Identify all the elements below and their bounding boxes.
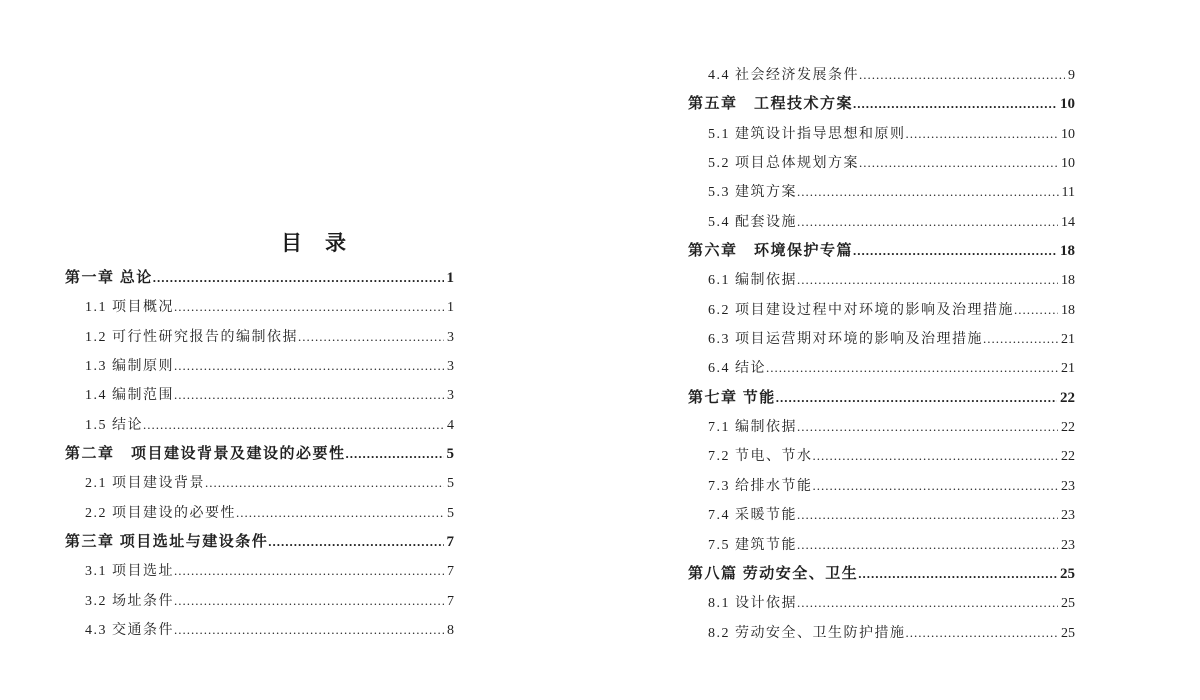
- toc-chapter-entry[interactable]: [65, 439, 454, 468]
- toc-item-entry[interactable]: [65, 468, 454, 497]
- toc-item-entry[interactable]: [688, 148, 1075, 177]
- toc-entry-page-number: 23: [1061, 478, 1075, 494]
- toc-entry-label: 1.5 结论: [85, 417, 143, 433]
- toc-leader-dots: [906, 618, 1059, 648]
- toc-chapter-entry[interactable]: [688, 559, 1075, 588]
- toc-entry-page-number: 10: [1060, 96, 1075, 113]
- toc-item-entry[interactable]: [688, 207, 1075, 236]
- toc-entry-label: 5.4 配套设施: [708, 214, 797, 230]
- toc-entry-label: 5.1 建筑设计指导思想和原则: [708, 126, 906, 142]
- toc-leader-dots: [853, 236, 1057, 266]
- toc-entry-page-number: 1: [446, 270, 454, 286]
- toc-leader-dots: [797, 177, 1059, 207]
- toc-entry-page-number: 4: [447, 417, 454, 433]
- toc-chapter-entry[interactable]: [688, 89, 1075, 118]
- toc-entry-label: 第六章 环境保护专篇: [688, 243, 854, 260]
- toc-entry-label: 第七章 节能: [688, 389, 776, 406]
- toc-entry-page-number: 3: [447, 359, 454, 375]
- toc-leader-dots: [776, 383, 1057, 413]
- toc-entry-label: 7.4 采暖节能: [708, 508, 797, 524]
- toc-entry-page-number: 10: [1061, 156, 1075, 172]
- toc-entry-label: 3.1 项目选址: [85, 564, 174, 580]
- toc-entry-label: 8.2 劳动安全、卫生防护措施: [708, 625, 906, 641]
- toc-leader-dots: [174, 380, 444, 410]
- toc-item-entry[interactable]: [688, 324, 1075, 353]
- toc-entry-page-number: 22: [1060, 389, 1075, 406]
- toc-item-entry[interactable]: [65, 380, 454, 409]
- toc-entry-page-number: 23: [1061, 537, 1075, 553]
- toc-entry-page-number: 9: [1068, 68, 1075, 83]
- toc-entry-page-number: 7: [446, 534, 454, 551]
- toc-entry-page-number: 5: [447, 505, 454, 521]
- toc-entry-page-number: 10: [1061, 126, 1075, 142]
- toc-entry-page-number: 21: [1061, 332, 1075, 348]
- toc-item-entry[interactable]: [688, 588, 1075, 617]
- toc-chapter-entry[interactable]: [688, 383, 1075, 412]
- toc-chapter-entry[interactable]: [65, 263, 454, 292]
- toc-item-entry[interactable]: [65, 586, 454, 615]
- toc-list-left: [65, 263, 454, 644]
- toc-entry-label: 2.2 项目建设的必要性: [85, 505, 236, 521]
- toc-entry-label: 7.5 建筑节能: [708, 537, 797, 553]
- toc-entry-page-number: 1: [447, 300, 454, 316]
- toc-item-entry[interactable]: [688, 500, 1075, 529]
- toc-leader-dots: [797, 207, 1058, 237]
- toc-entry-page-number: 3: [447, 388, 454, 404]
- toc-entry-page-number: 25: [1060, 565, 1075, 582]
- toc-leader-dots: [906, 119, 1059, 149]
- toc-entry-page-number: 8: [447, 623, 454, 639]
- toc-leader-dots: [1014, 295, 1058, 325]
- toc-entry-page-number: 25: [1061, 625, 1075, 641]
- toc-entry-label: 7.2 节电、节水: [708, 449, 813, 465]
- toc-entry-page-number: 22: [1061, 420, 1075, 436]
- toc-entry-page-number: 11: [1061, 185, 1075, 201]
- toc-entry-label: 5.2 项目总体规划方案: [708, 156, 859, 172]
- toc-entry-page-number: 7: [447, 593, 454, 609]
- toc-item-entry[interactable]: [688, 265, 1075, 294]
- toc-entry-label: 6.2 项目建设过程中对环境的影响及治理措施: [708, 302, 1014, 318]
- toc-entry-label: 4.3 交通条件: [85, 623, 174, 639]
- toc-item-entry[interactable]: [688, 295, 1075, 324]
- toc-leader-dots: [143, 410, 444, 440]
- toc-title: 目 录: [281, 231, 347, 255]
- toc-leader-dots: [205, 468, 444, 498]
- toc-entry-page-number: 18: [1061, 273, 1075, 289]
- toc-entry-page-number: 25: [1061, 596, 1075, 612]
- toc-leader-dots: [859, 60, 1065, 90]
- toc-entry-label: 第三章 项目选址与建设条件: [65, 534, 269, 551]
- toc-leader-dots: [813, 441, 1059, 471]
- toc-leader-dots: [859, 148, 1058, 178]
- toc-item-entry[interactable]: [688, 60, 1075, 89]
- toc-entry-label: 2.1 项目建设背景: [85, 476, 205, 492]
- toc-item-entry[interactable]: [65, 322, 454, 351]
- toc-leader-dots: [983, 324, 1058, 354]
- toc-leader-dots: [298, 322, 444, 352]
- toc-entry-label: 3.2 场址条件: [85, 593, 174, 609]
- toc-leader-dots: [268, 527, 443, 557]
- toc-item-entry[interactable]: [688, 412, 1075, 441]
- toc-entry-label: 第八篇 劳动安全、卫生: [688, 565, 859, 582]
- toc-entry-label: 1.2 可行性研究报告的编制依据: [85, 329, 298, 345]
- toc-chapter-entry[interactable]: [688, 236, 1075, 265]
- toc-leader-dots: [236, 498, 444, 528]
- toc-entry-page-number: 7: [447, 564, 454, 580]
- toc-entry-page-number: 21: [1061, 361, 1075, 377]
- toc-entry-label: 1.4 编制范围: [85, 388, 174, 404]
- toc-leader-dots: [797, 588, 1058, 618]
- toc-leader-dots: [174, 351, 444, 381]
- toc-leader-dots: [174, 615, 444, 645]
- toc-entry-label: 第二章 项目建设背景及建设的必要性: [65, 446, 346, 463]
- toc-entry-page-number: 18: [1060, 243, 1075, 260]
- toc-leader-dots: [346, 439, 444, 469]
- toc-leader-dots: [797, 412, 1058, 442]
- toc-leader-dots: [174, 586, 444, 616]
- toc-item-entry[interactable]: [688, 353, 1075, 382]
- toc-chapter-entry[interactable]: [65, 527, 454, 556]
- toc-entry-label: 1.1 项目概况: [85, 300, 174, 316]
- toc-entry-page-number: 5: [447, 476, 454, 492]
- toc-entry-page-number: 5: [446, 446, 454, 463]
- toc-list-right: [688, 60, 1075, 647]
- toc-leader-dots: [174, 292, 444, 322]
- toc-leader-dots: [766, 353, 1058, 383]
- toc-entry-page-number: 23: [1061, 508, 1075, 524]
- toc-item-entry[interactable]: [688, 441, 1075, 470]
- toc-item-entry[interactable]: [688, 530, 1075, 559]
- toc-entry-label: 6.4 结论: [708, 361, 766, 377]
- toc-item-entry[interactable]: [65, 410, 454, 439]
- toc-item-entry[interactable]: [65, 351, 454, 380]
- toc-item-entry[interactable]: [65, 292, 454, 321]
- toc-entry-page-number: 14: [1061, 214, 1075, 230]
- toc-item-entry[interactable]: [65, 615, 454, 644]
- toc-leader-dots: [174, 556, 444, 586]
- toc-entry-page-number: 18: [1061, 302, 1075, 318]
- toc-entry-label: 第五章 工程技术方案: [688, 96, 854, 113]
- toc-item-entry[interactable]: [688, 618, 1075, 647]
- toc-leader-dots: [797, 500, 1058, 530]
- toc-item-entry[interactable]: [688, 471, 1075, 500]
- toc-entry-label: 4.4 社会经济发展条件: [708, 68, 859, 83]
- toc-leader-dots: [813, 471, 1059, 501]
- toc-entry-label: 第一章 总论: [65, 270, 153, 286]
- toc-entry-label: 6.3 项目运营期对环境的影响及治理措施: [708, 332, 983, 348]
- toc-entry-label: 7.1 编制依据: [708, 420, 797, 436]
- toc-entry-label: 8.1 设计依据: [708, 596, 797, 612]
- toc-entry-label: 5.3 建筑方案: [708, 185, 797, 201]
- toc-item-entry[interactable]: [688, 119, 1075, 148]
- toc-entry-label: 1.3 编制原则: [85, 359, 174, 375]
- toc-entry-page-number: 3: [447, 329, 454, 345]
- toc-leader-dots: [797, 265, 1058, 295]
- toc-item-entry[interactable]: [65, 498, 454, 527]
- toc-leader-dots: [853, 89, 1057, 119]
- toc-item-entry[interactable]: [65, 556, 454, 585]
- toc-entry-page-number: 22: [1061, 449, 1075, 465]
- toc-item-entry[interactable]: [688, 177, 1075, 206]
- toc-leader-dots: [153, 263, 444, 293]
- toc-leader-dots: [858, 559, 1057, 589]
- toc-entry-label: 6.1 编制依据: [708, 273, 797, 289]
- toc-leader-dots: [797, 530, 1058, 560]
- toc-entry-label: 7.3 给排水节能: [708, 478, 813, 494]
